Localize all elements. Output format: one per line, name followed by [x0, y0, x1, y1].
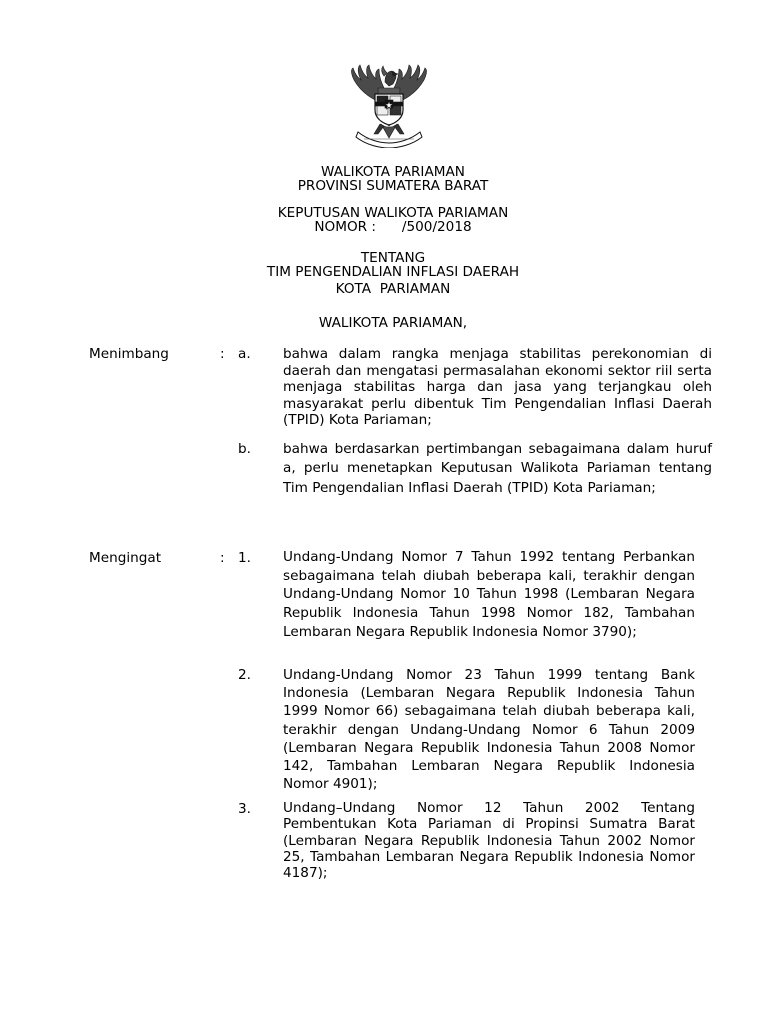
- mengingat-item-1-marker: 1.: [238, 550, 251, 566]
- authority-title: WALIKOTA PARIAMAN: [321, 164, 465, 180]
- subject-city: KOTA PARIAMAN: [335, 281, 451, 297]
- menimbang-item-a-text: bahwa dalam rangka menjaga stabilitas perekonomian di daerah dan mengatasi permasalahan ekonomi sektor riil serta menjaga stabilitas harga dan jasa yang terjangkau oleh masyarakat perlu dibentuk Tim Pengendalian Inflasi Daerah (TPID) Kota Pariaman;: [283, 346, 712, 429]
- issuer-line: WALIKOTA PARIAMAN,: [318, 315, 468, 331]
- menimbang-item-b-marker: b.: [238, 441, 251, 457]
- mengingat-item-2-text: Undang-Undang Nomor 23 Tahun 1999 tentang Bank Indonesia (Lembaran Negara Republik Indonesia Tahun 1999 Nomor 66) sebagaimana telah diubah beberapa kali, terakhir dengan Undang-Undang Nomor 6 Tahun 2009 (Lembaran Negara Republik Indonesia Tahun 2008 Nomor 142, Tambahan Lembaran Negara Republik Indonesia Nomor 4901);: [283, 667, 695, 793]
- province-title: PROVINSI SUMATERA BARAT: [297, 178, 489, 194]
- decree-number: NOMOR : /500/2018: [314, 219, 472, 235]
- menimbang-colon: :: [220, 346, 225, 362]
- mengingat-colon: :: [220, 550, 225, 566]
- decree-title: KEPUTUSAN WALIKOTA PARIAMAN: [277, 205, 509, 221]
- mengingat-item-3-text: Undang–Undang Nomor 12 Tahun 2002 Tentang Pembentukan Kota Pariaman di Propinsi Sumatra Barat (Lembaran Negara Republik Indonesia Tahun 2002 Nomor 25, Tambahan Lembaran Negara Republik Indonesia Nomor 4187);: [283, 800, 695, 882]
- garuda-emblem-icon: [344, 60, 434, 148]
- mengingat-label: Mengingat: [89, 550, 162, 566]
- mengingat-item-2-marker: 2.: [238, 667, 251, 683]
- menimbang-item-a-marker: a.: [238, 346, 251, 362]
- mengingat-item-3-marker: 3.: [238, 801, 251, 817]
- subject-title: TIM PENGENDALIAN INFLASI DAERAH: [266, 264, 520, 280]
- menimbang-item-b-text: bahwa berdasarkan pertimbangan sebagaimana dalam huruf a, perlu menetapkan Keputusan Walikota Pariaman tentang Tim Pengendalian Inflasi Daerah (TPID) Kota Pariaman;: [283, 441, 712, 496]
- menimbang-label: Menimbang: [89, 346, 169, 362]
- about-heading: TENTANG: [360, 250, 426, 266]
- mengingat-item-1-text: Undang-Undang Nomor 7 Tahun 1992 tentang Perbankan sebagaimana telah diubah beberapa kali, terakhir dengan Undang-Undang Nomor 10 Tahun 1998 (Lembaran Negara Republik Indonesia Tahun 1998 Nomor 182, Tambahan Lembaran Negara Republik Indonesia Nomor 3790);: [283, 549, 695, 640]
